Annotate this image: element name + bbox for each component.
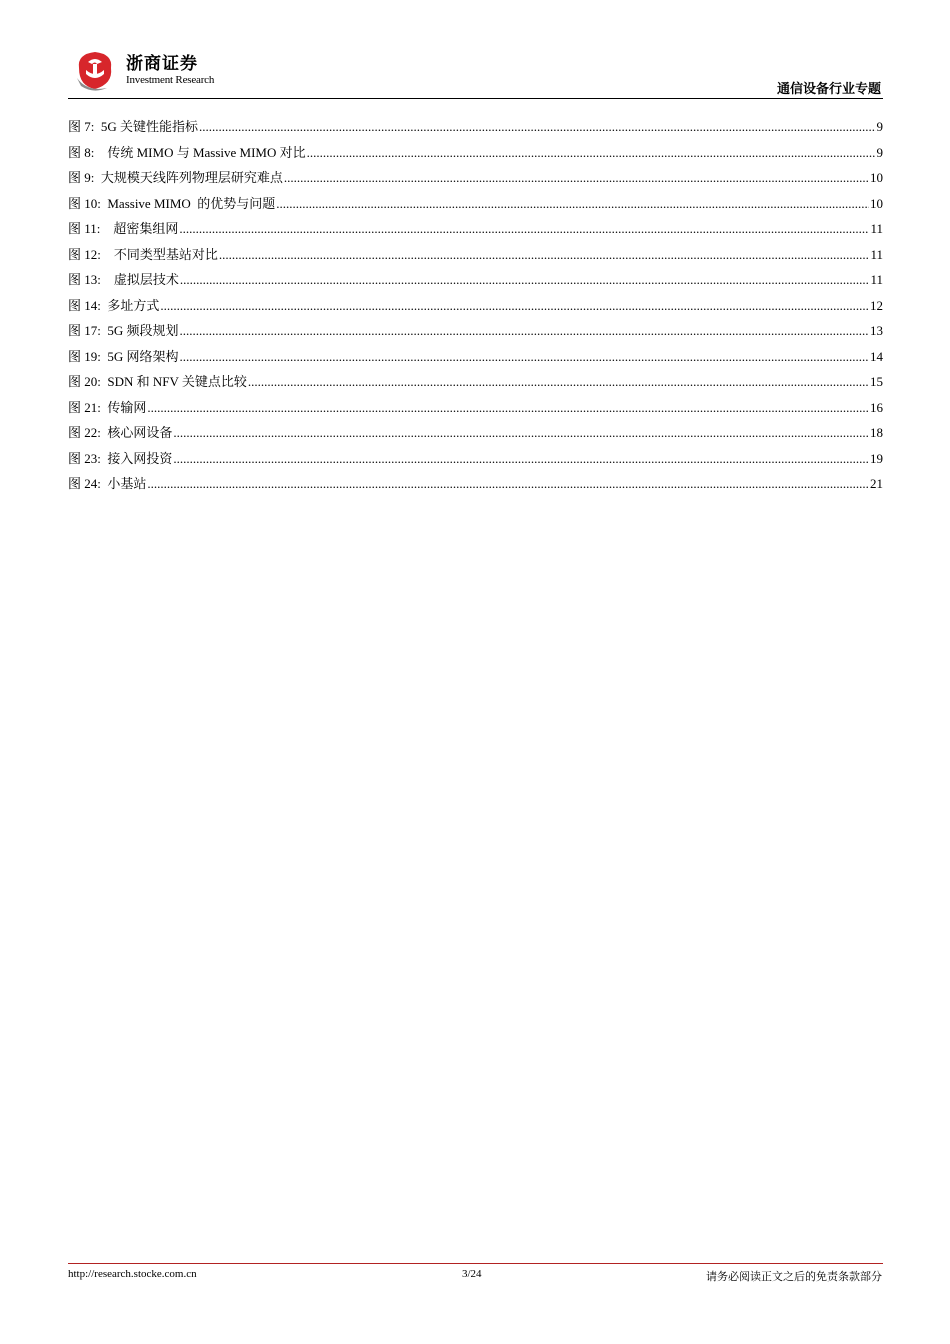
toc-figure-title: 不同类型基站对比 bbox=[107, 246, 218, 262]
toc-entry[interactable] bbox=[68, 193, 883, 219]
footer-disclaimer-note: 请务必阅读正文之后的免责条款部分 bbox=[706, 1270, 882, 1283]
toc-leader-dots bbox=[180, 349, 869, 365]
toc-leader-dots bbox=[199, 119, 875, 135]
toc-leader-dots bbox=[173, 451, 869, 467]
toc-page-number: 10 bbox=[870, 195, 883, 211]
toc-figure-title: 传统 MIMO 与 Massive MIMO 对比 bbox=[100, 144, 306, 160]
footer-page-number: 3/24 bbox=[462, 1268, 482, 1280]
toc-figure-title: 大规模天线阵列物理层研究难点 bbox=[100, 170, 283, 185]
toc-entry[interactable] bbox=[68, 346, 883, 372]
zheshang-logo-icon bbox=[73, 48, 117, 92]
toc-figure-number: 图 10: bbox=[68, 195, 101, 211]
toc-leader-dots bbox=[147, 400, 869, 416]
toc-leader-dots bbox=[276, 196, 869, 212]
toc-leader-dots bbox=[147, 476, 869, 492]
toc-figure-title: 小基站 bbox=[107, 476, 147, 491]
toc-page-number: 9 bbox=[876, 144, 883, 160]
toc-page-number: 13 bbox=[870, 323, 883, 338]
report-category-title: 通信设备行业专题 bbox=[776, 82, 881, 97]
toc-page-number: 9 bbox=[876, 119, 883, 134]
toc-leader-dots bbox=[160, 298, 869, 314]
toc-figure-title: 5G 频段规划 bbox=[107, 323, 179, 338]
figure-index-list bbox=[68, 116, 883, 499]
toc-figure-number: 图 23: bbox=[68, 450, 101, 466]
toc-entry[interactable] bbox=[68, 371, 883, 397]
toc-entry[interactable] bbox=[68, 167, 883, 193]
toc-figure-title: 传输网 bbox=[107, 399, 147, 415]
toc-entry[interactable] bbox=[68, 269, 883, 295]
toc-entry[interactable] bbox=[68, 422, 883, 448]
toc-figure-number: 图 11: bbox=[68, 221, 101, 236]
toc-entry[interactable] bbox=[68, 295, 883, 321]
toc-entry[interactable] bbox=[68, 448, 883, 474]
toc-figure-title: 多址方式 bbox=[107, 297, 160, 313]
toc-page-number: 11 bbox=[870, 246, 883, 262]
toc-page-number: 21 bbox=[870, 476, 883, 491]
toc-page-number: 11 bbox=[870, 272, 883, 287]
toc-figure-title: Massive MIMO 的优势与问题 bbox=[107, 195, 276, 211]
toc-entry[interactable] bbox=[68, 397, 883, 423]
toc-page-number: 10 bbox=[870, 170, 883, 185]
toc-entry[interactable] bbox=[68, 116, 883, 142]
logo-chinese-name: 浙商证券 bbox=[126, 54, 198, 74]
toc-figure-number: 图 24: bbox=[68, 476, 101, 491]
toc-figure-title: 核心网设备 bbox=[107, 425, 173, 440]
toc-entry[interactable] bbox=[68, 218, 883, 244]
toc-leader-dots bbox=[284, 170, 869, 186]
toc-page-number: 11 bbox=[870, 221, 883, 236]
toc-leader-dots bbox=[173, 425, 869, 441]
toc-figure-number: 图 13: bbox=[68, 272, 101, 287]
toc-leader-dots bbox=[248, 374, 869, 390]
toc-page-number: 16 bbox=[870, 399, 883, 415]
toc-leader-dots bbox=[219, 247, 870, 263]
toc-figure-number: 图 14: bbox=[68, 297, 101, 313]
toc-figure-number: 图 7: bbox=[68, 119, 95, 134]
toc-leader-dots bbox=[180, 323, 869, 339]
toc-page-number: 19 bbox=[870, 450, 883, 466]
toc-figure-number: 图 8: bbox=[68, 144, 95, 160]
toc-figure-title: 5G 关键性能指标 bbox=[100, 119, 199, 134]
toc-leader-dots bbox=[180, 272, 870, 288]
toc-figure-number: 图 22: bbox=[68, 425, 101, 440]
toc-entry[interactable] bbox=[68, 142, 883, 168]
toc-figure-number: 图 20: bbox=[68, 374, 101, 389]
header-divider bbox=[68, 98, 883, 99]
footer-website-link[interactable]: http://research.stocke.com.cn bbox=[68, 1268, 197, 1280]
footer-divider bbox=[68, 1263, 883, 1264]
toc-leader-dots bbox=[179, 221, 869, 237]
toc-page-number: 15 bbox=[870, 374, 883, 389]
toc-entry[interactable] bbox=[68, 320, 883, 346]
toc-figure-title: 超密集组网 bbox=[106, 221, 179, 236]
toc-page-number: 14 bbox=[870, 348, 883, 364]
logo-english-name: Investment Research bbox=[126, 74, 215, 86]
toc-page-number: 18 bbox=[870, 425, 883, 440]
toc-figure-title: 5G 网络架构 bbox=[107, 348, 179, 364]
toc-leader-dots bbox=[307, 145, 876, 161]
toc-figure-number: 图 19: bbox=[68, 348, 101, 364]
toc-figure-title: 虚拟层技术 bbox=[107, 272, 179, 287]
page-header bbox=[68, 44, 883, 100]
toc-page-number: 12 bbox=[870, 297, 883, 313]
toc-figure-number: 图 12: bbox=[68, 246, 101, 262]
toc-figure-number: 图 9: bbox=[68, 170, 95, 185]
toc-figure-title: 接入网投资 bbox=[107, 450, 173, 466]
toc-figure-number: 图 21: bbox=[68, 399, 101, 415]
toc-entry[interactable] bbox=[68, 244, 883, 270]
toc-figure-title: SDN 和 NFV 关键点比较 bbox=[107, 374, 247, 389]
toc-entry[interactable] bbox=[68, 473, 883, 499]
toc-figure-number: 图 17: bbox=[68, 323, 101, 338]
